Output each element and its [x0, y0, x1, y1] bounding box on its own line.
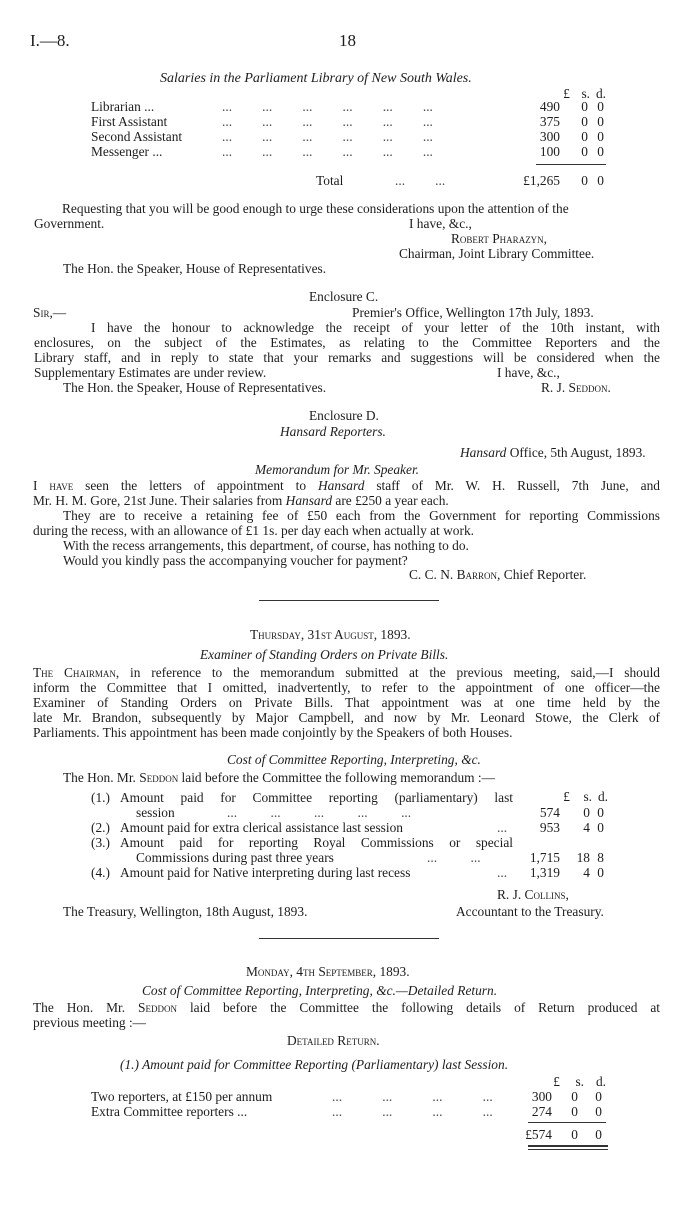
- text-run: in reference to the memorandum submitted at the previous meeting, said,—I should: [119, 665, 660, 680]
- lead-in: The Chairman,: [33, 665, 120, 680]
- item-text: Amount paid for extra clerical assistance last session: [120, 820, 403, 835]
- col-pounds: £: [563, 789, 570, 804]
- body-line: during the recess, with an allowance of £1 1s. per day each when actually at work.: [33, 523, 474, 538]
- item-shillings: 0: [583, 805, 590, 820]
- body-line: [33, 1000, 660, 1015]
- salary-pounds: 100: [539, 144, 560, 159]
- hansard-italic: Hansard: [460, 445, 507, 460]
- body-line: Examiner of Standing Orders on Private Bills. That appointment was at one time held by the: [33, 695, 660, 710]
- col-shillings: s.: [583, 789, 592, 804]
- place-date: [460, 445, 646, 460]
- total-label: Total: [316, 173, 344, 188]
- return-pence: 0: [595, 1104, 602, 1119]
- body-line: I have the honour to acknowledge the receipt of your letter of the 10th instant, with: [91, 320, 660, 335]
- col-shillings: s.: [575, 1074, 584, 1089]
- section-subheading: Hansard Reporters.: [280, 424, 386, 439]
- salary-pence: 0: [597, 99, 604, 114]
- return-total-shillings: 0: [571, 1127, 578, 1142]
- col-pence: d.: [595, 86, 606, 101]
- leader-dots: ... ...: [427, 850, 481, 865]
- salutation: Sir,—: [33, 305, 67, 320]
- body-text: Requesting that you will be good enough to urge these considerations upon the attention of the: [62, 201, 569, 216]
- salary-pounds: 300: [539, 129, 560, 144]
- salary-label: Second Assistant: [91, 129, 183, 144]
- section-heading: Enclosure D.: [309, 408, 379, 423]
- item-number: (1.): [91, 790, 110, 805]
- body-line: [33, 665, 660, 680]
- meeting-date: Thursday, 31st August, 1893.: [250, 627, 411, 642]
- section-heading: Enclosure C.: [309, 289, 379, 304]
- item-text: Amount paid for reporting Royal Commissions or special: [120, 835, 513, 850]
- salary-pence: 0: [597, 144, 604, 159]
- signature-line: [409, 567, 586, 582]
- col-pounds: £: [553, 1074, 560, 1089]
- body-line: [33, 478, 660, 493]
- item-shillings: 4: [583, 865, 590, 880]
- person-name: Seddon: [139, 770, 179, 785]
- item-text: Commissions during past three years: [136, 850, 334, 865]
- salary-label: Librarian ...: [91, 99, 155, 114]
- signer-name: R. J. Seddon.: [541, 380, 611, 395]
- signer-title: Chief Reporter.: [503, 567, 587, 582]
- salaries-title: Salaries in the Parliament Library of New South Wales.: [160, 71, 472, 86]
- total-rule: [528, 1122, 606, 1123]
- leader-dots: ...: [497, 820, 508, 835]
- body-line: enclosures, on the subject of the Estimates, as relating to the Committee Reporters and the: [34, 335, 660, 350]
- return-pence: 0: [595, 1089, 602, 1104]
- return-shillings: 0: [571, 1089, 578, 1104]
- leader-dots: ... ... ... ... ... ...: [222, 114, 433, 129]
- total-rule: [536, 164, 606, 165]
- item-pence: 8: [597, 850, 604, 865]
- text-run: The Hon. Mr.: [63, 770, 140, 785]
- item-text: Amount paid for Committee reporting (parliamentary) last: [120, 790, 513, 805]
- return-total-pence: 0: [595, 1127, 602, 1142]
- return-row-label: Two reporters, at £150 per annum: [91, 1089, 273, 1104]
- signer-name: Robert Pharazyn,: [451, 231, 548, 246]
- salary-shillings: 0: [581, 129, 588, 144]
- text-run: The Hon. Mr.: [33, 1000, 139, 1015]
- item-number: (3.): [91, 835, 110, 850]
- meeting-date: Monday, 4th September, 1893.: [246, 964, 410, 979]
- hansard-italic: Hansard: [318, 478, 365, 493]
- text-run: are £250 a year each.: [332, 493, 449, 508]
- item-pounds: 1,715: [529, 850, 560, 865]
- salary-pence: 0: [597, 114, 604, 129]
- text-run: Mr. H. M. Gore, 21st June. Their salaries from: [33, 493, 286, 508]
- signer-title: Accountant to the Treasury.: [456, 904, 604, 919]
- leader-dots: ... ... ... ... ...: [227, 805, 412, 820]
- item-pounds: 953: [539, 820, 560, 835]
- body-line: [63, 770, 495, 785]
- body-line: late Mr. Brandon, subsequently by Major Campbell, and now by Mr. Leonard Stowe, the Clerk of: [33, 710, 660, 725]
- leader-dots: ... ... ... ...: [332, 1089, 493, 1104]
- item-pence: 0: [597, 805, 604, 820]
- salary-shillings: 0: [581, 114, 588, 129]
- salary-label: First Assistant: [91, 114, 168, 129]
- section-subheading: Examiner of Standing Orders on Private Bills.: [200, 647, 449, 662]
- section-subheading: Cost of Committee Reporting, Interpreting, &c.: [227, 752, 481, 767]
- col-pence: d.: [595, 1074, 606, 1089]
- item-shillings: 4: [583, 820, 590, 835]
- addressee: The Hon. the Speaker, House of Representatives.: [63, 380, 327, 395]
- text-run: staff of Mr. W. H. Russell, 7th June, and: [364, 478, 660, 493]
- person-name: Seddon: [138, 1000, 177, 1015]
- signer-title: Chairman, Joint Library Committee.: [399, 246, 595, 261]
- body-text: Government.: [34, 216, 105, 231]
- body-line: Supplementary Estimates are under review.: [34, 365, 267, 380]
- salary-pence: 0: [597, 129, 604, 144]
- item-number: (2.): [91, 820, 110, 835]
- body-line: inform the Committee that I omitted, inadvertently, to refer to the appointment of one officer—the: [33, 680, 660, 695]
- return-total-pounds: £574: [525, 1127, 552, 1142]
- salary-shillings: 0: [581, 144, 588, 159]
- body-line: They are to receive a retaining fee of £50 each from the Government for reporting Commissions: [63, 508, 660, 523]
- total-shillings: 0: [581, 173, 588, 188]
- section-divider: [259, 600, 439, 601]
- signer-name: R. J. Collins,: [497, 887, 569, 902]
- item-text: session: [136, 805, 175, 820]
- body-line: Parliaments. This appointment has been made conjointly by the Speakers of both Houses.: [33, 725, 513, 740]
- total-pounds: £1,265: [523, 173, 560, 188]
- closing: I have, &c.,: [409, 216, 472, 231]
- col-pence: d.: [597, 789, 608, 804]
- return-pounds: 300: [531, 1089, 552, 1104]
- col-shillings: s.: [581, 86, 590, 101]
- double-rule: [528, 1149, 608, 1150]
- leader-dots: ...: [497, 865, 508, 880]
- document-reference: I.—8.: [30, 31, 70, 50]
- leader-dots: ... ... ... ... ... ...: [222, 129, 433, 144]
- item-pence: 0: [597, 820, 604, 835]
- addressee: The Hon. the Speaker, House of Representatives.: [63, 261, 327, 276]
- salary-shillings: 0: [581, 99, 588, 114]
- item-pounds: 574: [539, 805, 560, 820]
- salary-pounds: 375: [539, 114, 560, 129]
- memo-title: Memorandum for Mr. Speaker.: [255, 462, 420, 477]
- text-run: laid before the Committee the following memorandum :—: [178, 770, 496, 785]
- place-date: The Treasury, Wellington, 18th August, 1893.: [63, 904, 308, 919]
- closing: I have, &c.,: [497, 365, 560, 380]
- salary-label: Messenger ...: [91, 144, 163, 159]
- page-number: 18: [339, 31, 356, 50]
- section-subheading: Cost of Committee Reporting, Interpreting, &c.—Detailed Return.: [142, 983, 498, 998]
- return-heading: Detailed Return.: [287, 1033, 380, 1048]
- text-run: laid before the Committee the following details of Return produced at: [177, 1000, 661, 1015]
- body-line: Would you kindly pass the accompanying voucher for payment?: [63, 553, 408, 568]
- return-row-label: Extra Committee reporters ...: [91, 1104, 248, 1119]
- return-section-title: (1.) Amount paid for Committee Reporting (Parliamentary) last Session.: [120, 1057, 509, 1072]
- leader-dots: ... ... ... ... ... ...: [222, 99, 433, 114]
- return-shillings: 0: [571, 1104, 578, 1119]
- section-divider: [259, 938, 439, 939]
- return-pounds: 274: [531, 1104, 552, 1119]
- double-rule: [528, 1145, 608, 1147]
- total-pence: 0: [597, 173, 604, 188]
- lead-in: I have: [33, 478, 74, 493]
- item-pounds: 1,319: [529, 865, 560, 880]
- body-line: Library staff, and in reply to state that your remarks and suggestions will be considered when the: [34, 350, 660, 365]
- place-date-text: Office, 5th August, 1893.: [509, 445, 646, 460]
- item-text: Amount paid for Native interpreting during last recess: [120, 865, 411, 880]
- body-line: previous meeting :—: [33, 1015, 147, 1030]
- hansard-italic: Hansard: [285, 493, 333, 508]
- signer-name: C. C. N. Barron,: [409, 567, 501, 582]
- place-date: Premier's Office, Wellington 17th July, 1893.: [352, 305, 594, 320]
- salary-pounds: 490: [539, 99, 560, 114]
- item-number: (4.): [91, 865, 110, 880]
- body-line: With the recess arrangements, this department, of course, has nothing to do.: [63, 538, 469, 553]
- leader-dots: ... ... ... ...: [332, 1104, 493, 1119]
- text-run: seen the letters of appointment to: [73, 478, 319, 493]
- col-pounds: £: [563, 86, 570, 101]
- leader-dots: ... ...: [395, 173, 446, 188]
- leader-dots: ... ... ... ... ... ...: [222, 144, 433, 159]
- item-shillings: 18: [576, 850, 590, 865]
- item-pence: 0: [597, 865, 604, 880]
- body-line: [33, 493, 449, 508]
